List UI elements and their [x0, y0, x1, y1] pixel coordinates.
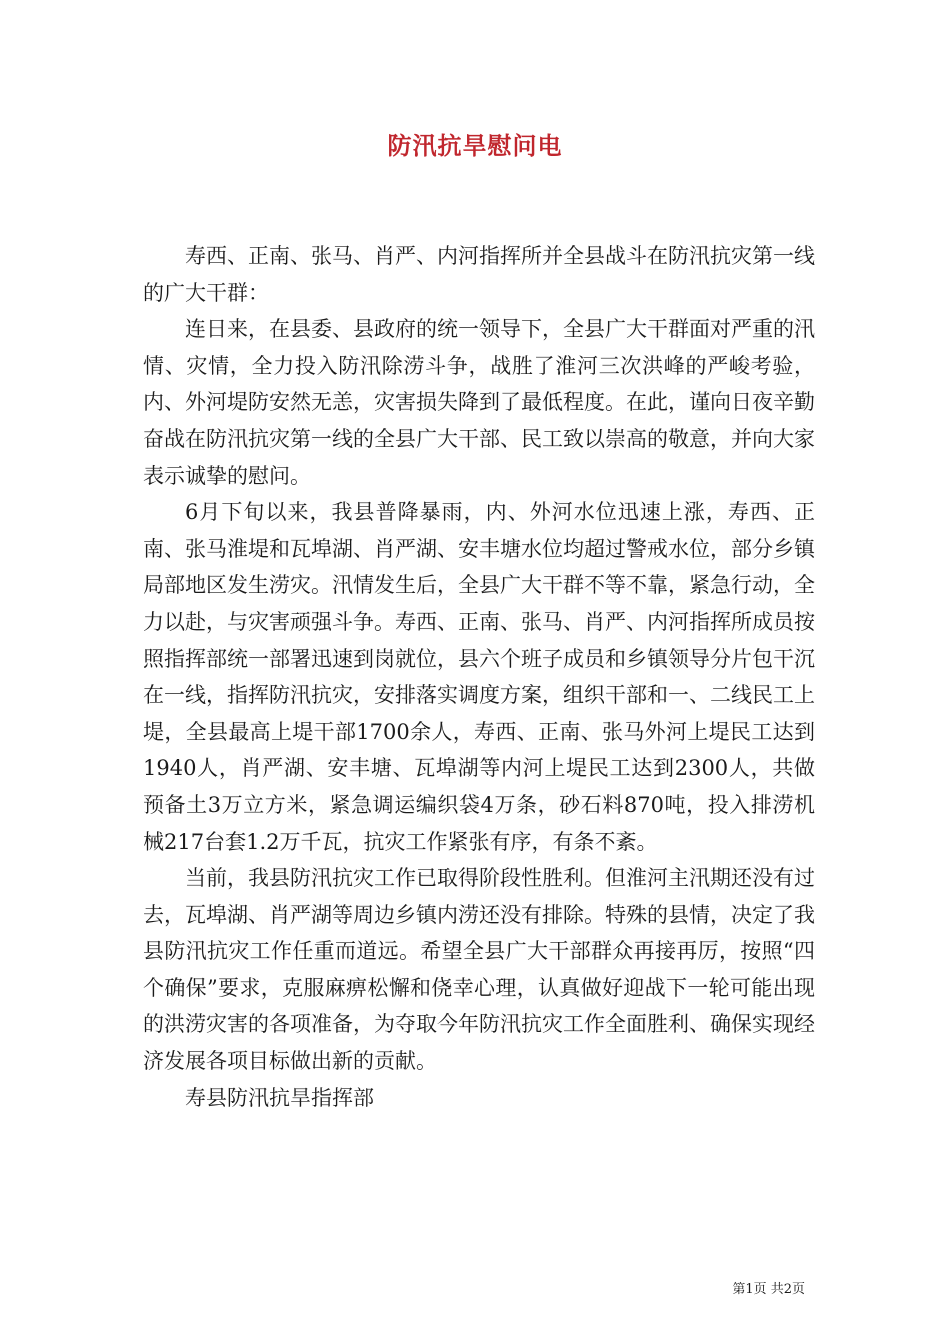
body-paragraph-1: 连日来，在县委、县政府的统一领导下，全县广大干群面对严重的汛情、灾情，全力投入防汛除涝斗争，战胜了淮河三次洪峰的严峻考验，内、外河堤防安然无恙，灾害损失降到了最低程度。在此，谨向日夜辛勤奋战在防汛抗灾第一线的全县广大干部、民工致以崇高的敬意，并向大家表示诚挚的慰问。 [143, 317, 815, 488]
body-paragraph-2: 6月下旬以来，我县普降暴雨，内、外河水位迅速上涨，寿西、正南、张马淮堤和瓦埠湖、肖严湖、安丰塘水位均超过警戒水位，部分乡镇局部地区发生涝灾。汛情发生后，全县广大干群不等不靠，紧急行动，全力以赴，与灾害顽强斗争。寿西、正南、张马、肖严、内河指挥所成员按照指挥部统一部署迅速到岗就位，县六个班子成员和乡镇领导分片包干沉在一线，指挥防汛抗灾，安排落实调度方案，组织干部和一、二线民工上堤，全县最高上堤干部1700余人，寿西、正南、张马外河上堤民工达到1940人，肖严湖、安丰塘、瓦埠湖等内河上堤民工达到2300人，共做预备土3万立方米，紧急调运编织袋4万条，砂石料870吨，投入排涝机械217台套1.2万千瓦，抗灾工作紧张有序，有条不紊。 [143, 500, 815, 854]
signature-line: 寿县防汛抗旱指挥部 [185, 1085, 374, 1110]
body-paragraph-3: 当前，我县防汛抗灾工作已取得阶段性胜利。但淮河主汛期还没有过去，瓦埠湖、肖严湖等周边乡镇内涝还没有排除。特殊的县情，决定了我县防汛抗灾工作任重而道远。希望全县广大干部群众再接再厉，按照“四个确保”要求，克服麻痹松懈和侥幸心理，认真做好迎战下一轮可能出现的洪涝灾害的各项准备，为夺取今年防汛抗灾工作全面胜利、确保实现经济发展各项目标做出新的贡献。 [143, 866, 815, 1074]
document-title: 防汛抗旱慰问电 [387, 131, 563, 160]
document-body [143, 238, 815, 1116]
salutation-paragraph: 寿西、正南、张马、肖严、内河指挥所并全县战斗在防汛抗灾第一线的广大干群： [143, 244, 815, 305]
page-number: 第1页 共2页 [732, 1282, 805, 1297]
